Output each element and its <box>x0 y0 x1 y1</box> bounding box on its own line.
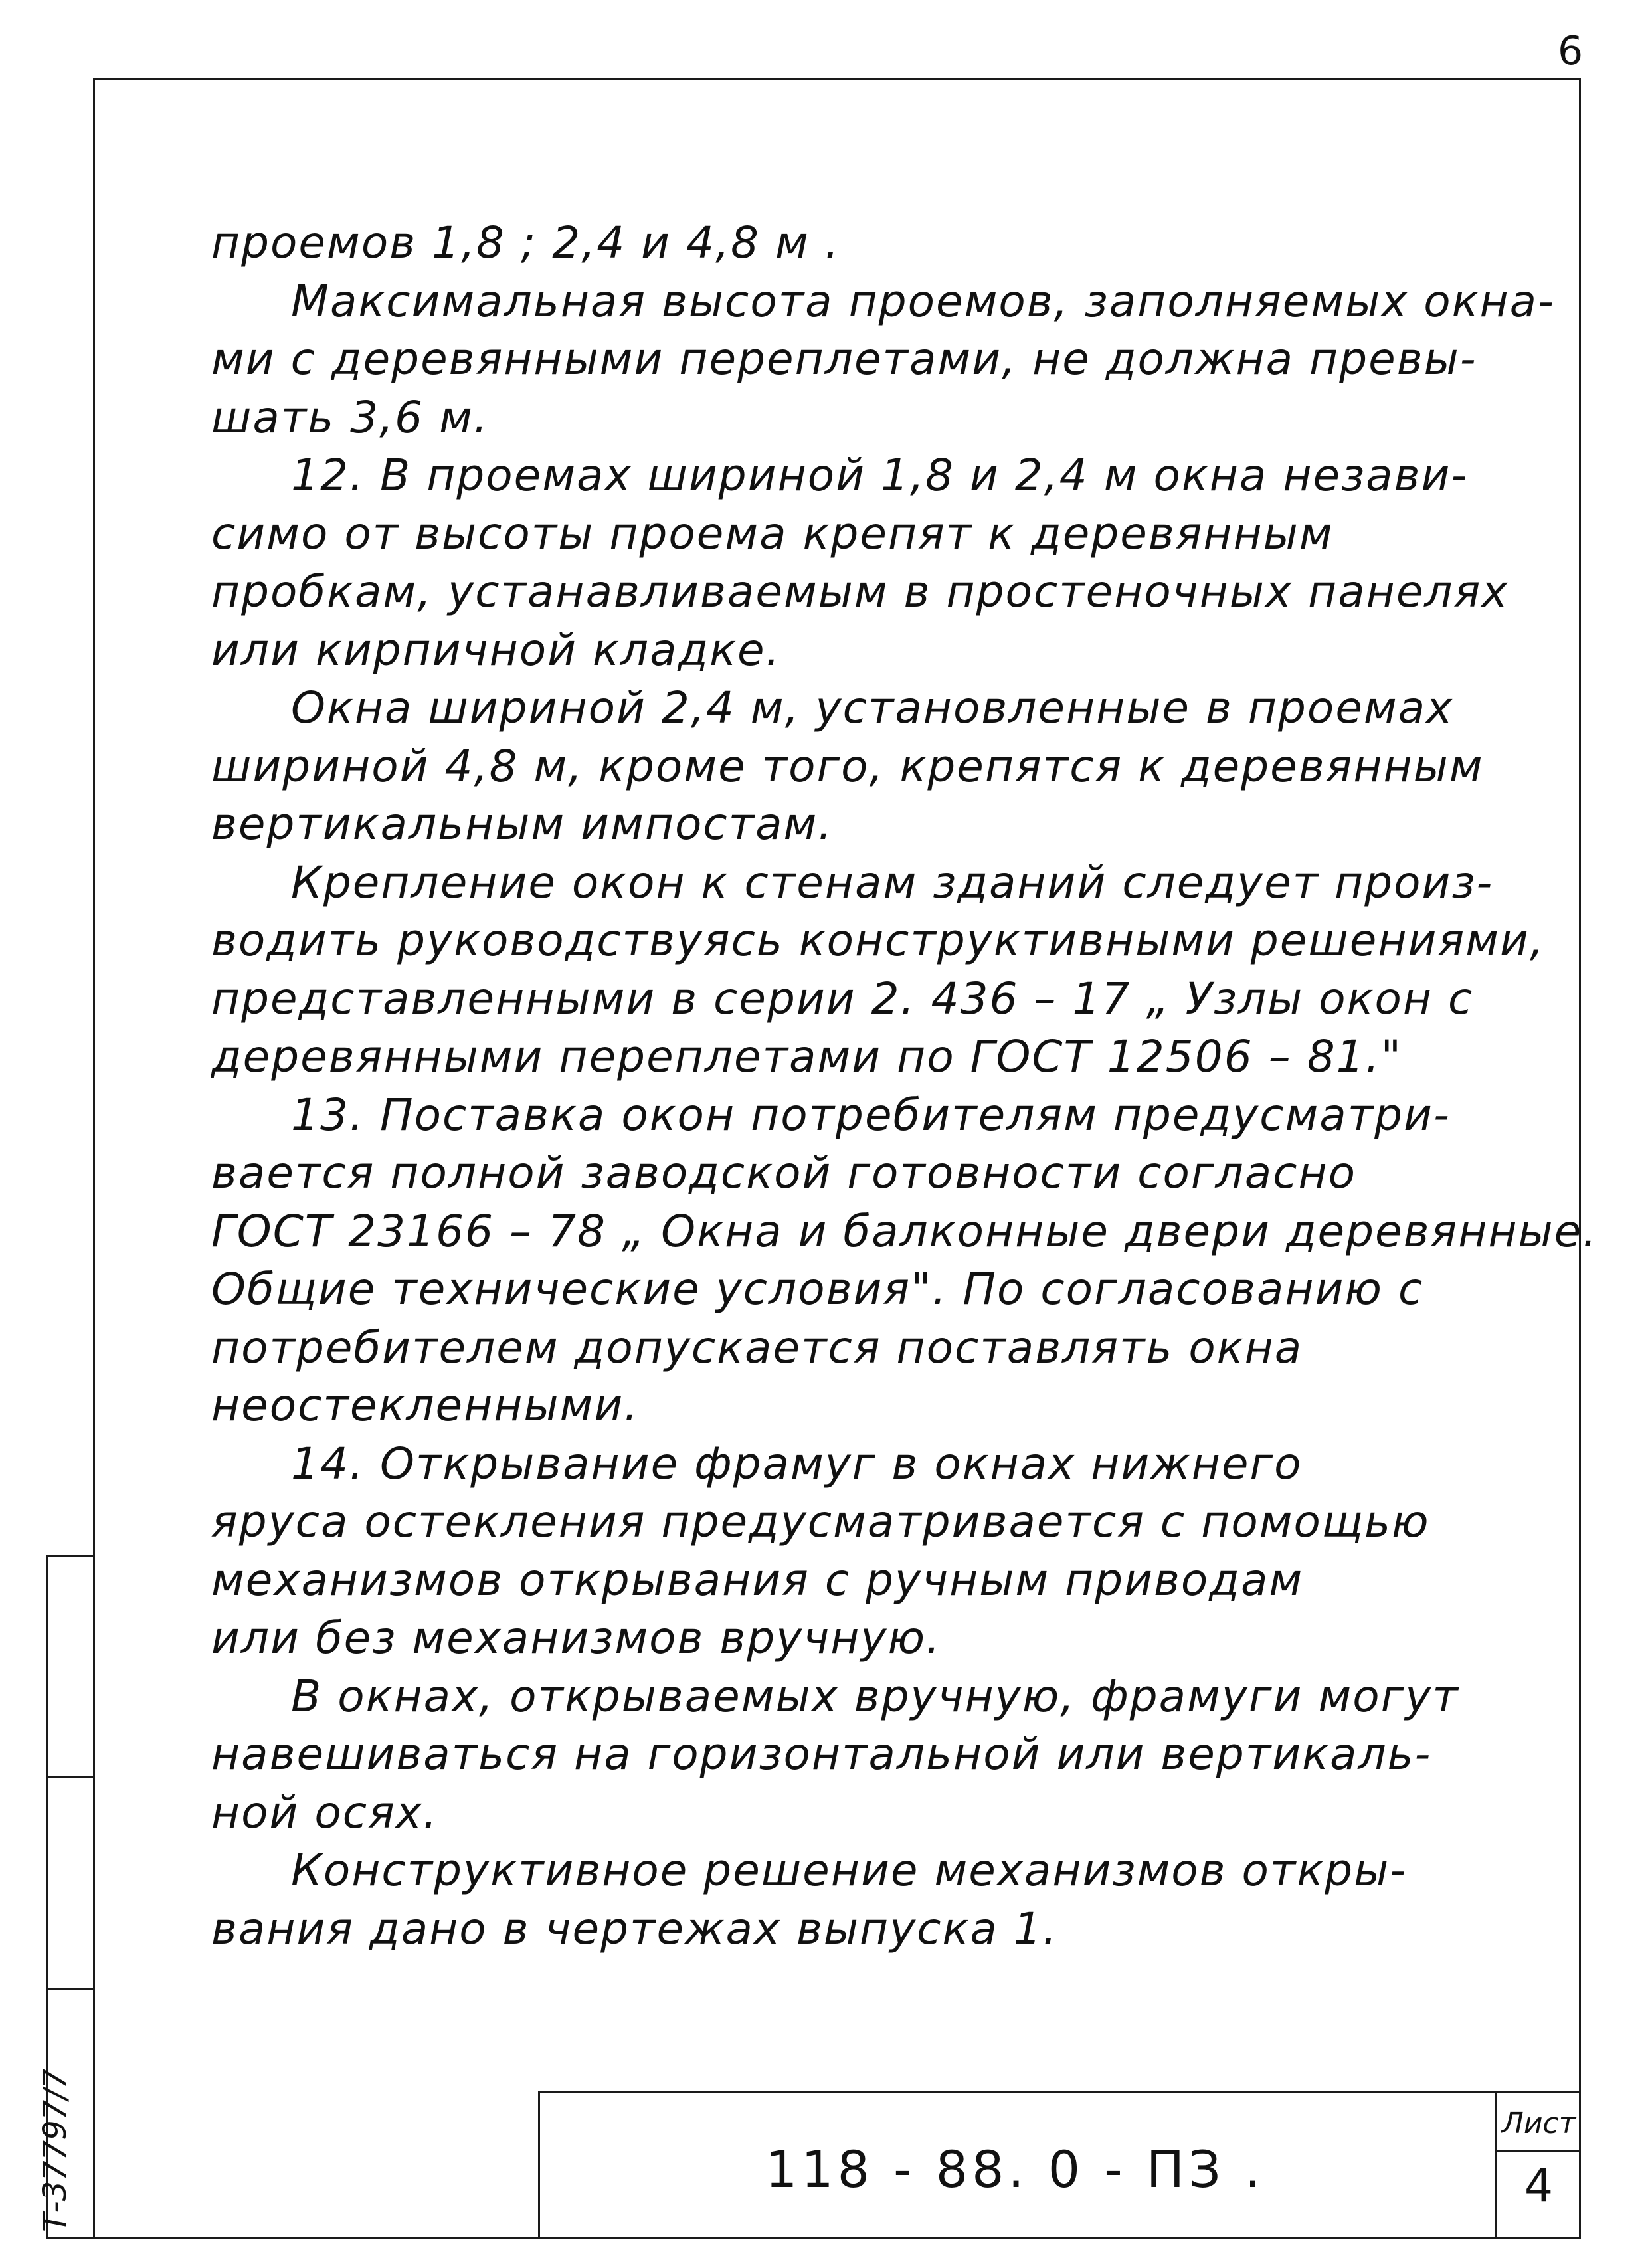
text-line: механизмов открывания с ручным приводам <box>211 1554 1304 1606</box>
text-line: Крепление окон к стенам зданий следует произ- <box>291 856 1494 908</box>
sheet-label: Лист <box>1497 2097 1581 2152</box>
document-code: 118 - 88. 0 - ПЗ . <box>765 2140 1265 2199</box>
text-line: неостекленными. <box>211 1380 640 1431</box>
text-line: ГОСТ 23166 – 78 „ Окна и балконные двери деревянные. <box>211 1205 1598 1257</box>
page-number: 6 <box>1558 28 1584 74</box>
sheet-cell <box>1495 2093 1581 2239</box>
text-line: 12. В проемах шириной 1,8 и 2,4 м окна незави- <box>291 450 1469 501</box>
text-line: или кирпичной кладке. <box>211 624 781 676</box>
text-line: вания дано в чертежах выпуска 1. <box>211 1903 1058 1954</box>
text-line: Конструктивное решение механизмов откры- <box>291 1845 1408 1896</box>
title-block <box>538 2091 1581 2239</box>
text-line: 14. Открывание фрамуг в окнах нижнего <box>291 1438 1303 1489</box>
text-line: яруса остекления предусматривается с помощью <box>211 1496 1430 1547</box>
text-line: вертикальным импостам. <box>211 799 834 850</box>
text-line: водить руководствуясь конструктивными решениями, <box>211 915 1545 966</box>
text-line: представленными в серии 2. 436 – 17 „ Узлы окон с <box>211 973 1474 1024</box>
text-line: пробкам, устанавливаемым в простеночных панелях <box>211 566 1509 617</box>
text-line: вается полной заводской готовности согласно <box>211 1147 1357 1198</box>
side-strip-divider <box>48 1988 95 1990</box>
text-line: шать 3,6 м. <box>211 391 489 443</box>
text-line: ми с деревянными переплетами, не должна превы- <box>211 333 1477 385</box>
text-line: Максимальная высота проемов, заполняемых окна- <box>291 275 1555 327</box>
text-line: потребителем допускается поставлять окна <box>211 1321 1303 1373</box>
text-line: навешиваться на горизонтальной или вертикаль- <box>211 1729 1432 1780</box>
text-line: ной осях. <box>211 1786 438 1838</box>
text-line: деревянными переплетами по ГОСТ 12506 – 81." <box>211 1031 1403 1082</box>
side-strip-divider <box>48 1776 95 1778</box>
text-line: 13. Поставка окон потребителям предусматри- <box>291 1089 1451 1141</box>
sheet-number: 4 <box>1524 2160 1554 2212</box>
explanatory-note-text <box>211 214 1598 1958</box>
text-line: Общие технические условия". По согласованию с <box>211 1264 1424 1315</box>
text-line: В окнах, открываемых вручную, фрамуги могут <box>291 1670 1459 1722</box>
text-line: Окна шириной 2,4 м, установленные в проемах <box>291 682 1454 733</box>
text-line: или без механизмов вручную. <box>211 1612 942 1663</box>
text-line: симо от высоты проема крепят к деревянным <box>211 508 1334 559</box>
text-line: проемов 1,8 ; 2,4 и 4,8 м . <box>211 217 840 268</box>
side-stamp-code: Т-37797/7 <box>37 2068 74 2232</box>
text-line: шириной 4,8 м, кроме того, крепятся к деревянным <box>211 740 1484 792</box>
